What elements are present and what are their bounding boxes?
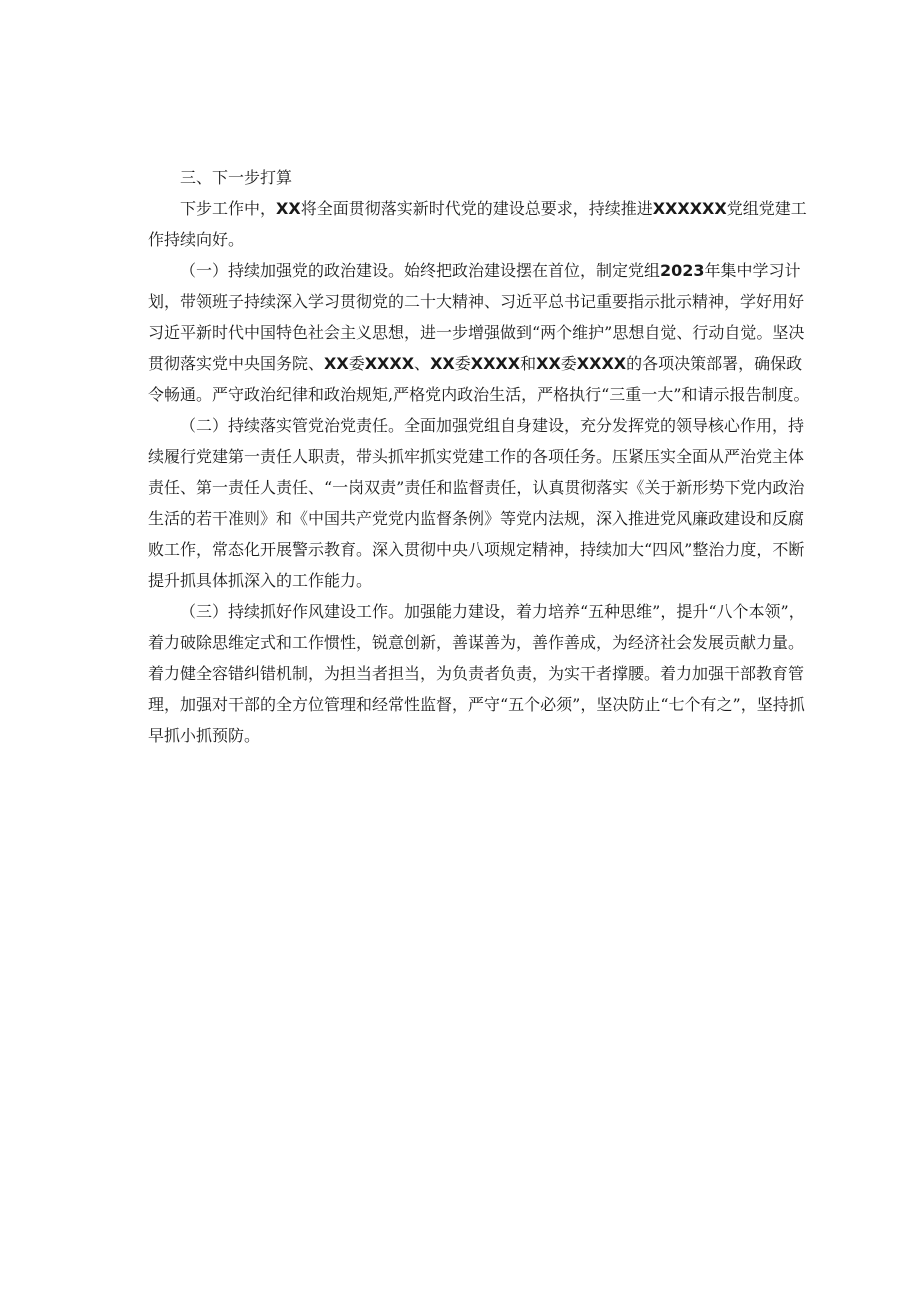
document-body (148, 162, 810, 751)
item1-text-2: 年集中学习计划，带领班子持续深入学习贯彻党的二十大精神、习近平总书记重要指示批示精神，学好用好习近平新时代中国特色社会主义思想，进一步增强做到“两个维护”思想自觉、行动自觉。坚决贯彻落实党中央国务院、 (148, 261, 805, 373)
item1-placeholder-3: XX (430, 354, 455, 373)
item1-text-5: 委 (454, 354, 471, 373)
item-3-paragraph: （三）持续抓好作风建设工作。加强能力建设，着力培养“五种思维”，提升“八个本领”，着力破除思维定式和工作惯性，锐意创新，善谋善为，善作善成，为经济社会发展贡献力量。着力健全容错纠错机制，为担当者担当，为负责者负责，为实干者撑腰。着力加强干部教育管理，加强对干部的全方位管理和经常性监督，严守“五个必须”，坚决防止“七个有之”，坚持抓早抓小抓预防。 (148, 602, 805, 745)
item1-placeholder-2: XXXX (364, 354, 415, 373)
section-heading-text: 三、下一步打算 (180, 168, 293, 187)
intro-placeholder-2: XXXXXX (652, 199, 727, 218)
item1-placeholder-4: XXXX (470, 354, 521, 373)
intro-text-1: 下步工作中， (180, 199, 277, 218)
section-heading (148, 162, 810, 193)
item1-text-3: 委 (348, 354, 365, 373)
intro-paragraph (148, 193, 810, 255)
item1-placeholder-6: XXXX (576, 354, 627, 373)
intro-placeholder-1: XX (276, 199, 301, 218)
intro-text-2: 将全面贯彻落实新时代党的建设总要求，持续推进 (300, 199, 653, 218)
item1-placeholder-5: XX (536, 354, 561, 373)
item1-text-4: 、 (414, 354, 431, 373)
item1-text-7: 委 (560, 354, 577, 373)
item1-text-8: 的各项决策部署，确保政令畅通。严守政治纪律和政治规矩,严格党内政治生活，严格执行“三重一大”和请示报告制度。 (148, 354, 810, 404)
item-2-paragraph: （二）持续落实管党治党责任。全面加强党组自身建设，充分发挥党的领导核心作用，持续履行党建第一责任人职责，带头抓牢抓实党建工作的各项任务。压紧压实全面从严治党主体责任、第一责任人责任、“一岗双责”责任和监督责任，认真贯彻落实《关于新形势下党内政治生活的若干准则》和《中国共产党党内监督条例》等党内法规，深入推进党风廉政建设和反腐败工作，常态化开展警示教育。深入贯彻中央八项规定精神，持续加大“四风”整治力度，不断提升抓具体抓深入的工作能力。 (148, 416, 805, 590)
item-1-paragraph (148, 255, 810, 410)
item1-placeholder-1: XX (324, 354, 349, 373)
item1-text-6: 和 (520, 354, 537, 373)
intro-text-3: 党组党建工作持续向好。 (148, 199, 807, 249)
item1-year: 2023 (660, 261, 705, 280)
item1-text-1: （一）持续加强党的政治建设。始终把政治建设摆在首位，制定党组 (180, 261, 661, 280)
